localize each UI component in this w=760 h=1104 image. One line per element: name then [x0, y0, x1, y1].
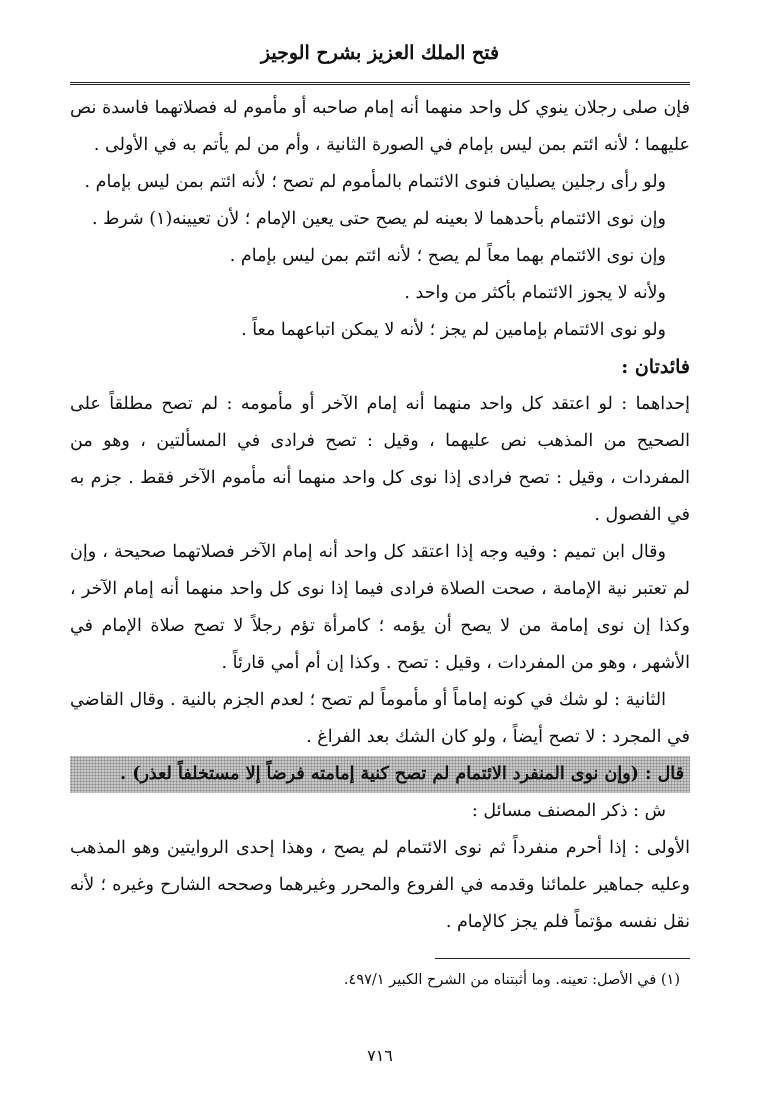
paragraph-9: الثانية : لو شك في كونه إماماً أو مأموماً لم تصح ؛ لعدم الجزم بالنية . وقال القاضي في المجرد : لا تصح أيضاً ، ولو كان الشك بعد الفراغ . — [70, 690, 690, 747]
quoted-matn: قال : (وإن نوى المنفرد الائتمام لم تصح كنية إمامته فرضاً إلا مستخلفاً لعذر) . — [70, 756, 690, 793]
paragraph-3: وإن نوى الائتمام بأحدهما لا بعينه لم يصح حتى يعين الإمام ؛ لأن تعيينه(١) شرط . — [92, 209, 666, 229]
main-text — [70, 90, 690, 941]
paragraph-10: ش : ذكر المصنف مسائل : — [471, 801, 666, 821]
paragraph-8: وقال ابن تميم : وفيه وجه إذا اعتقد كل واحد أنه إمام الآخر فصلاتهما صحيحة ، وإن لم تعتبر نية الإمامة ، صحت الصلاة فرادى فيما إذا نوى كل واحد منهما أنه إمام الآخر ، وكذا إن نوى إمامة من لا يصح أن يؤمه ؛ كامرأة تؤم رجلاً لا تصح صلاة الإمام في الأشهر ، وهو من المفردات ، وقيل : تصح . وكذا إن أم أمي قارئاً . — [70, 542, 690, 673]
paragraph-11: الأولى : إذا أحرم منفرداً ثم نوى الائتمام لم يصح ، وهذا إحدى الروايتين وهو المذهب وعليه جماهير علمائنا وقدمه في الفروع والمحرر وغيرهما وصححه الشارح وغيره ؛ لأنه نقل نفسه مؤتماً فلم يجز كالإمام . — [70, 838, 690, 932]
paragraph-1: فإن صلى رجلان ينوي كل واحد منهما أنه إمام صاحبه أو مأموم له فصلاتهما فاسدة نص عليهما ؛ لأنه ائتم بمن ليس بإمام في الصورة الثانية ، وأم من لم يأتم به في الأولى . — [70, 98, 690, 155]
footnote: (١) في الأصل: تعينه. وما أثبتناه من الشرح الكبير ٤٩٧/١. — [343, 972, 680, 988]
paragraph-5: ولأنه لا يجوز الائتمام بأكثر من واحد . — [404, 283, 666, 303]
header-divider — [70, 82, 690, 85]
paragraph-2: ولو رأى رجلين يصليان فنوى الائتمام بالمأموم لم تصح ؛ لأنه ائتم بمن ليس بإمام . — [84, 172, 666, 192]
section-heading: فائدتان : — [621, 356, 690, 378]
running-header-title: فتح الملك العزيز بشرح الوجيز — [260, 42, 500, 64]
page-number: ٧١٦ — [367, 1046, 393, 1065]
footnote-divider — [435, 958, 690, 959]
paragraph-6: ولو نوى الائتمام بإمامين لم يجز ؛ لأنه لا يمكن اتباعهما معاً . — [241, 320, 666, 340]
paragraph-7: إحداهما : لو اعتقد كل واحد منهما أنه إمام الآخر أو مأمومه : لم تصح مطلقاً على الصحيح من المذهب نص عليهما ، وقيل : تصح فرادى في المسألتين ، وهو من المفردات ، وقيل : تصح فرادى إذا نوى كل واحد منهما أنه مأموم الآخر فقط . جزم به في الفصول . — [70, 394, 690, 525]
paragraph-4: وإن نوى الائتمام بهما معاً لم يصح ؛ لأنه ائتم بمن ليس بإمام . — [229, 246, 666, 266]
